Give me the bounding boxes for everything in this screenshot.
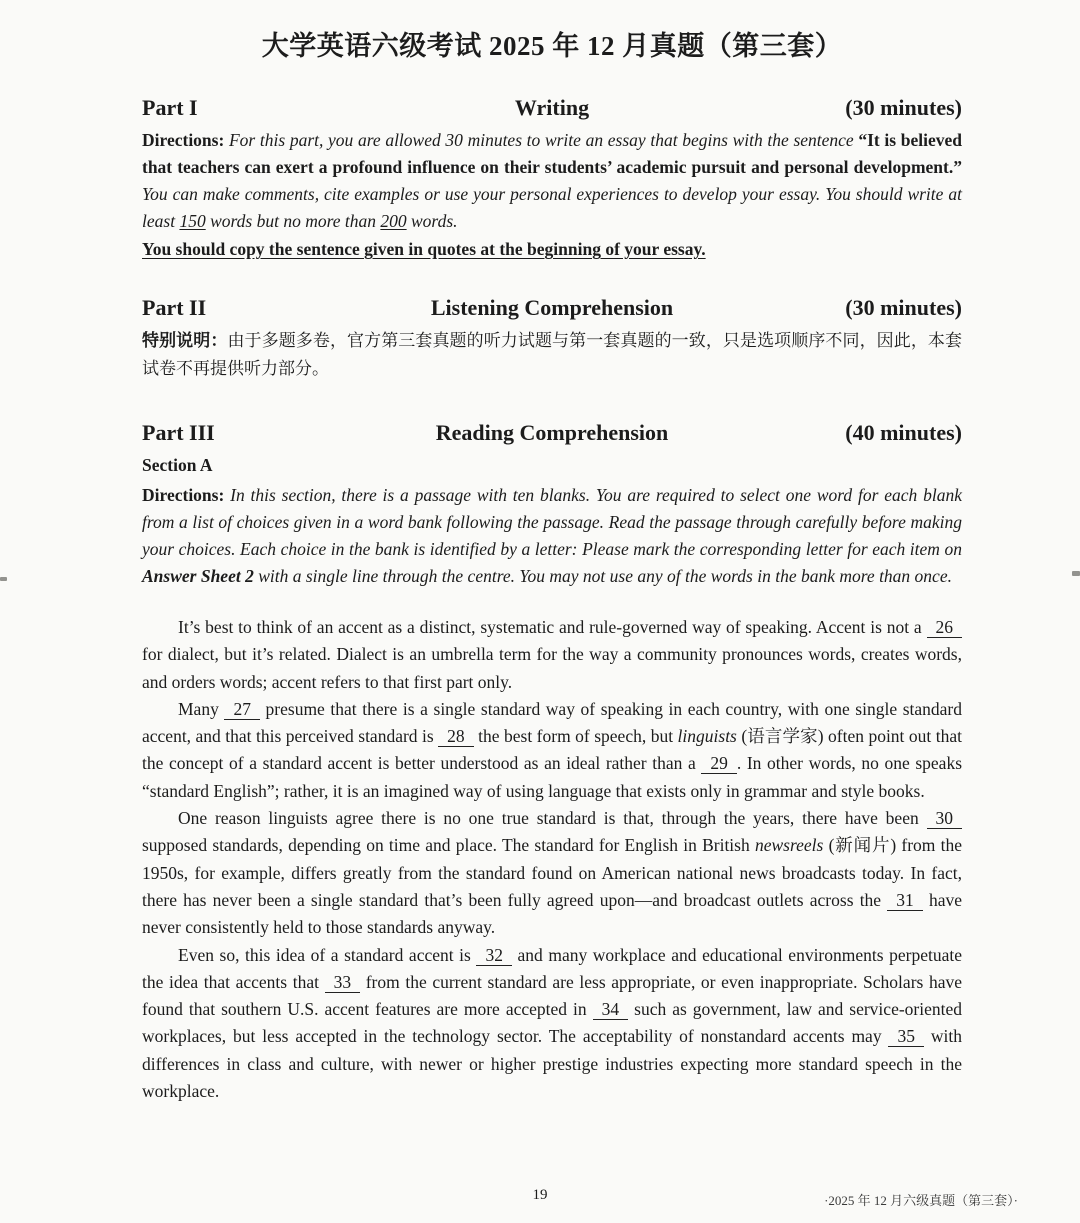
part-3-label: Part III [142, 420, 215, 445]
part-3-title: Reading Comprehension [435, 420, 669, 445]
passage-paragraph-3 [142, 805, 962, 941]
part-1-title: Writing [514, 95, 590, 120]
blank-27: 27 [224, 699, 260, 720]
text-segment: It’s best to think of an accent as a distinct, systematic and rule-governed way of speaking. Accent is not a [178, 617, 927, 637]
part-2-label: Part II [142, 295, 207, 320]
text-segment: 150 [179, 211, 206, 231]
page-number: 19 [532, 1187, 548, 1203]
page-footer [0, 1187, 1080, 1209]
text-segment: (新闻片) from the 1950s, for example, differs greatly from the standard found on American national news broadcasts today. In fact, there has never been a single standard that’s been fully agreed upon—and broadcast outlets across the [142, 835, 962, 910]
blank-35: 35 [888, 1026, 924, 1047]
text-segment: supposed standards, depending on time and place. The standard for English in British [142, 835, 755, 856]
footer-edition-note: ·2025 年 12 月六级真题（第三套）· [824, 1193, 1018, 1208]
text-segment: for dialect, but it’s related. Dialect is an umbrella term for the way a community pronounces words, creates words, and orders words; accent refers to that first part only. [142, 644, 962, 692]
text-segment: 特别说明： [142, 331, 228, 350]
text-segment: from the current standard are less appropriate, or even inappropriate. Scholars have found that southern U.S. accent features are more accepted in [142, 971, 962, 1020]
page-title: 大学英语六级考试 2025 年 12 月真题（第三套） [261, 31, 843, 61]
part-1-directions [142, 127, 962, 235]
part-3-directions [142, 482, 962, 590]
scan-artifact-left [0, 577, 7, 581]
passage-paragraph-2 [142, 696, 962, 805]
passage-paragraph-4 [142, 942, 962, 1106]
text-segment: Directions: [142, 130, 225, 150]
cloze-passage [142, 614, 962, 1105]
blank-32: 32 [476, 945, 512, 966]
text-segment: (语言学家) often point out that the concept of a standard accent is better understood as an ideal rather than a [142, 726, 962, 774]
text-segment: and many workplace and educational environments perpetuate the idea that accents that [142, 944, 962, 992]
text-segment: You can make comments, cite examples or use your personal experiences to develop your essay. You should write at least [142, 184, 962, 231]
blank-28: 28 [438, 726, 474, 747]
part-2-special-note [142, 327, 962, 382]
part-3-time: (40 minutes) [845, 420, 962, 445]
text-segment: . In other words, no one speaks “standard English”; rather, it is an imagined way of using language that exists only in grammar and style books. [142, 753, 963, 801]
text-segment: Even so, this idea of a standard accent is [178, 944, 477, 965]
passage-paragraph-1 [142, 614, 962, 696]
part-2-header [142, 293, 962, 323]
part-2-time: (30 minutes) [845, 295, 962, 320]
text-segment: words but no more than [205, 211, 381, 231]
text-segment: have never consistently held to those standards anyway. [142, 889, 962, 938]
blank-29: 29 [701, 753, 737, 774]
text-segment: 200 [380, 211, 407, 231]
part-1-writing [142, 93, 962, 263]
part-1-time: (30 minutes) [845, 95, 962, 120]
text-segment: such as government, law and service-oriented workplaces, but less accepted in the technology sector. The acceptability of nonstandard accents may [142, 999, 962, 1047]
part-3-reading [142, 418, 962, 1105]
part-3-header [142, 418, 962, 448]
text-segment: the best form of speech, but [473, 726, 678, 747]
text-segment: with differences in class and culture, with newer or higher prestige industries expecting more standard speech in the workplace. [142, 1026, 962, 1102]
part-2-title: Listening Comprehension [430, 295, 674, 320]
blank-26: 26 [927, 617, 963, 638]
text-segment: with a single line through the centre. You may not use any of the words in the bank more than once. [253, 566, 952, 586]
text-segment: Directions: [142, 485, 225, 505]
section-a-label: Section A [142, 455, 213, 475]
text-segment: In this section, there is a passage with ten blanks. You are required to select one word for each blank from a list of choices given in a word bank following the passage. Read the passage through carefully before making your choices. Each choice in the bank is identified by a letter: Please mark the corresponding letter for each item on [142, 485, 962, 559]
text-segment: One reason linguists agree there is no one true standard is that, through the years, there have been [178, 808, 927, 829]
blank-34: 34 [593, 999, 629, 1020]
text-segment: 由于多题多卷，官方第三套真题的听力试题与第一套真题的一致，只是选项顺序不同，因此，本套试卷不再提供听力部分。 [142, 331, 963, 378]
part-1-header [142, 93, 962, 123]
text-segment: presume that there is a single standard way of speaking in each country, with one single standard accent, and that this perceived standard is [142, 698, 963, 747]
text-segment: “It is believed that teachers can exert a profound influence on their students’ academic pursuit and personal development.” [142, 130, 962, 177]
text-segment: For this part, you are allowed 30 minutes to write an essay that begins with the sentence [224, 130, 859, 150]
scan-artifact-right [1072, 571, 1080, 576]
part-1-copy-note: You should copy the sentence given in quotes at the beginning of your essay. [142, 239, 706, 259]
text-segment: Many [178, 698, 225, 719]
blank-33: 33 [325, 972, 361, 993]
text-segment: linguists [677, 726, 737, 747]
text-segment: Answer Sheet 2 [142, 566, 254, 586]
text-segment: newsreels [754, 835, 824, 856]
part-1-label: Part I [142, 95, 198, 120]
part-2-listening [142, 293, 962, 382]
text-segment: words. [406, 211, 458, 231]
blank-30: 30 [927, 808, 963, 829]
blank-31: 31 [887, 890, 923, 911]
